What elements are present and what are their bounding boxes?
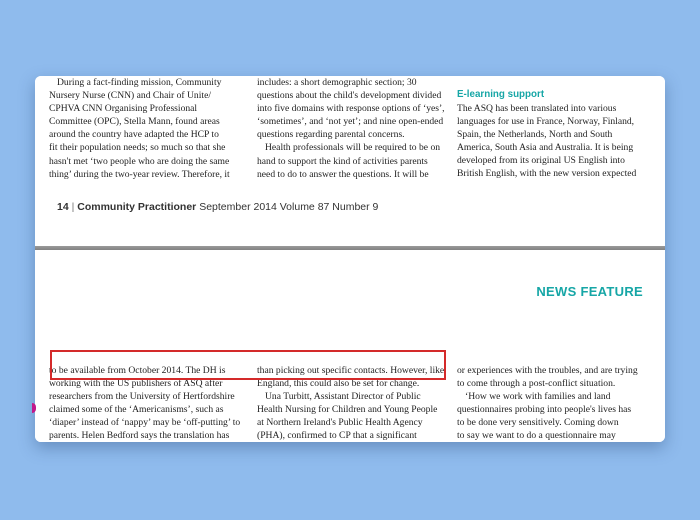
text-line: need to do to answer the questions. It will be [257, 168, 429, 180]
text-line: (PHA), confirmed to CP that a significant [257, 430, 417, 442]
bottom-col2-paragraph-1 [257, 364, 453, 390]
page-number: 14 [57, 201, 69, 213]
text-line: America, South Asia and Australia. It is being [457, 142, 634, 154]
text-line: working with the US publishers of ASQ after [49, 378, 223, 390]
text-line: hasn't met ‘two people who are doing the same [49, 155, 230, 167]
text-line: England, this could also be set for change. [257, 378, 420, 390]
top-col3-paragraph [457, 102, 653, 181]
footer-separator: | [68, 201, 78, 213]
top-col2-paragraph-1 [257, 76, 453, 141]
top-column-1 [49, 76, 245, 181]
bottom-col1-paragraph [49, 364, 245, 442]
text-line: questions regarding parental concerns. [257, 129, 405, 141]
text-line: to come through a post-conflict situation. [457, 378, 616, 390]
text-line: Committee (OPC), Stella Mann, found areas [49, 116, 220, 128]
text-line: Health professionals will be required to be on [265, 142, 441, 154]
page-bottom [35, 250, 665, 442]
text-line: fit their population needs; so much so that she [49, 142, 226, 154]
text-line: at Northern Ireland's Public Health Agency [257, 417, 423, 429]
footer-text [57, 200, 378, 214]
text-line: to be done very sensitively. Coming down [457, 417, 619, 429]
text-line: CPHVA CNN Organising Professional [49, 103, 198, 115]
text-line: thing’ during the two-year review. Therefore, it [49, 168, 230, 180]
text-line: than picking out specific contacts. However, like [257, 365, 445, 376]
text-line: claimed some of the ‘Americanisms’, such as [49, 404, 224, 416]
text-line: Spain, the Netherlands, North and South [457, 129, 613, 141]
bottom-col3-paragraph-1 [457, 364, 653, 390]
text-line: parents. Helen Bedford says the translation has [49, 430, 230, 442]
bottom-column-2 [257, 364, 453, 442]
page-top [35, 76, 665, 246]
text-line: developed from its original US English into [457, 155, 625, 167]
text-line: During a fact-finding mission, Community [57, 77, 222, 88]
text-line: around the country have adapted the HCP to [49, 129, 219, 141]
text-line: to say we want to do a questionnaire may [457, 430, 616, 442]
text-line: into five domains with response options of ‘yes’, [257, 103, 445, 115]
news-feature-label: NEWS FEATURE [536, 284, 643, 299]
text-line: ‘How we work with families and land [465, 391, 611, 403]
text-line: languages for use in France, Norway, Finland, [457, 116, 635, 128]
journal-issue: September 2014 Volume 87 Number 9 [196, 201, 379, 213]
text-line: researchers from the University of Hertfordshire [49, 391, 235, 403]
top-col1-paragraph [49, 76, 245, 181]
text-line: questionnaires probing into people's lives has [457, 404, 632, 416]
document-viewer [35, 76, 665, 442]
page-footer [35, 200, 665, 214]
bottom-col3-paragraph-2 [457, 390, 653, 442]
text-line: Health Nursing for Children and Young People [257, 404, 438, 416]
text-line: Nursery Nurse (CNN) and Chair of Unite/ [49, 90, 211, 102]
bottom-col2-paragraph-2 [257, 390, 453, 442]
section-heading-e-learning: E-learning support [457, 89, 545, 100]
top-col2-paragraph-2 [257, 141, 453, 180]
text-line: ‘diaper’ instead of ‘nappy’ may be ‘off-putting’ to [49, 417, 241, 429]
text-line: hand to support the kind of activities parents [257, 155, 428, 167]
text-line: British English, with the new version expected [457, 168, 637, 180]
text-line: includes: a short demographic section; 30 [257, 77, 417, 88]
bottom-column-3 [457, 364, 653, 442]
text-line: questions about the child's development divided [257, 90, 442, 102]
text-line: Una Turbitt, Assistant Director of Public [265, 391, 421, 403]
journal-name: Community Practitioner [77, 201, 197, 213]
bottom-column-1 [49, 364, 245, 442]
top-column-3 [457, 76, 653, 181]
top-column-2 [257, 76, 453, 181]
text-line: The ASQ has been translated into various [457, 103, 617, 114]
text-line: ‘sometimes’, and ‘not yet’; and nine open-ended [257, 116, 444, 128]
text-line: to be available from October 2014. The DH is [49, 365, 226, 376]
text-line: or experiences with the troubles, and are trying [457, 365, 638, 376]
